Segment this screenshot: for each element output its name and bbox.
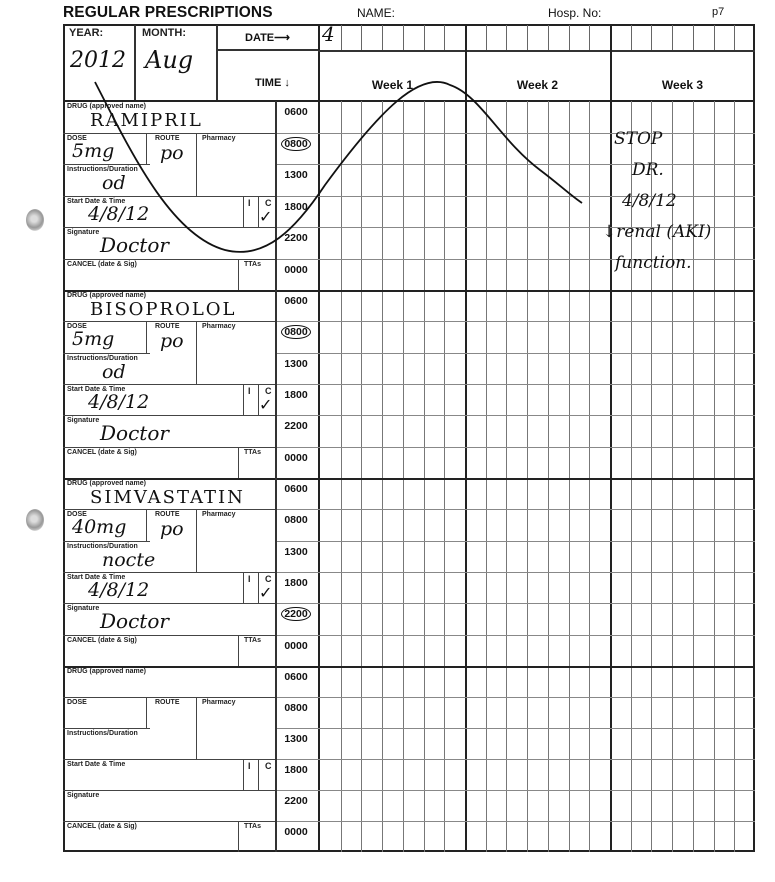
time-label: 2200 <box>284 420 308 433</box>
year-value: 2012 <box>70 48 126 73</box>
time-label: 0600 <box>284 295 308 307</box>
time-label: 0800 <box>284 514 308 527</box>
start-value: 4/8/12 <box>88 391 150 413</box>
drug-label: DRUG (approved name) <box>67 668 146 675</box>
cancel-label: CANCEL (date & Sig) <box>67 448 137 456</box>
dose-value: 40mg <box>72 516 127 539</box>
instructions-value: nocte <box>102 548 156 571</box>
week-1-label: Week 1 <box>371 78 414 92</box>
check-mark-icon: ✓ <box>259 585 273 602</box>
time-label: 0000 <box>284 451 308 464</box>
pharmacy-label: Pharmacy <box>202 699 236 706</box>
time-label: 0000 <box>284 639 308 652</box>
start-label: Start Date & Time <box>67 761 126 768</box>
instructions-label: Instructions/Duration <box>67 542 138 550</box>
drug-label: DRUG (approved name) <box>67 292 146 299</box>
c-label: C <box>265 574 272 584</box>
time-label: 2200 <box>281 607 310 621</box>
route-label: ROUTE <box>155 323 180 331</box>
signature-label: Signature <box>67 229 100 236</box>
annotation-line: function. <box>615 253 692 273</box>
time-label: 1800 <box>284 200 308 213</box>
first-date: 4 <box>322 22 335 46</box>
annotation-line: 4/8/12 <box>622 191 677 211</box>
instructions-value: od <box>102 172 126 194</box>
route-label: ROUTE <box>155 134 180 142</box>
stop-annotation <box>602 124 712 279</box>
start-label: Start Date & Time <box>67 574 126 581</box>
time-label: 0600 <box>284 106 308 118</box>
start-label: Start Date & Time <box>67 386 126 393</box>
date-label: DATE⟶ <box>245 32 290 44</box>
signature-value: Doctor <box>100 421 169 446</box>
annotation-line: ↓renal (AKI) <box>602 222 712 242</box>
time-label: 0800 <box>284 702 308 714</box>
drug-label: DRUG (approved name) <box>67 480 146 487</box>
dose-value: 5mg <box>72 139 115 162</box>
i-label: I <box>248 386 251 396</box>
instructions-label: Instructions/Duration <box>67 166 138 173</box>
i-label: I <box>248 761 251 771</box>
time-label: TIME ↓ <box>255 77 290 89</box>
time-label: 1300 <box>284 545 308 558</box>
cancel-label: CANCEL (date & Sig) <box>67 636 137 644</box>
c-label: C <box>265 197 272 208</box>
start-value: 4/8/12 <box>88 579 150 601</box>
week-3-label: Week 3 <box>661 78 704 92</box>
year-label: YEAR: <box>69 27 104 39</box>
time-label: 1800 <box>284 389 308 401</box>
route-label: ROUTE <box>155 699 180 706</box>
time-label: 1300 <box>284 169 308 181</box>
drug-label: DRUG (approved name) <box>67 103 146 110</box>
pharmacy-label: Pharmacy <box>202 511 236 519</box>
cancel-label: CANCEL (date & Sig) <box>67 260 137 268</box>
ttas-label: TTAs <box>244 260 261 268</box>
week-2-label: Week 2 <box>516 78 559 92</box>
annotation-line: STOP <box>614 129 663 149</box>
ttas-label: TTAs <box>244 636 261 644</box>
signature-value: Doctor <box>100 609 169 634</box>
start-label: Start Date & Time <box>67 197 126 205</box>
month-value: Aug <box>145 46 194 74</box>
cancel-label: CANCEL (date & Sig) <box>67 823 137 830</box>
c-label: C <box>265 386 272 396</box>
time-label: 2200 <box>284 795 308 807</box>
time-label: 0000 <box>284 263 308 276</box>
dose-label: DOSE <box>67 323 87 331</box>
ttas-label: TTAs <box>244 448 261 456</box>
signature-label: Signature <box>67 605 100 613</box>
signature-value: Doctor <box>100 233 169 257</box>
signature-label: Signature <box>67 417 100 425</box>
signature-label: Signature <box>67 792 100 799</box>
drug-name: RAMIPRIL <box>90 110 203 131</box>
check-mark-icon: ✓ <box>259 208 273 226</box>
time-label: 2200 <box>284 232 308 244</box>
instructions-label: Instructions/Duration <box>67 354 138 362</box>
pharmacy-label: Pharmacy <box>202 134 236 142</box>
drug-name: BISOPROLOL <box>90 299 237 320</box>
page-number: p7 <box>712 6 725 18</box>
time-label: 0600 <box>284 483 308 495</box>
c-label: C <box>265 761 272 771</box>
instructions-value: od <box>102 360 126 383</box>
form-title: REGULAR PRESCRIPTIONS <box>63 4 273 21</box>
dose-label: DOSE <box>67 699 87 706</box>
ttas-label: TTAs <box>244 823 261 830</box>
dose-value: 5mg <box>72 328 115 351</box>
route-value: po <box>160 330 184 353</box>
start-value: 4/8/12 <box>88 202 150 225</box>
time-label: 1800 <box>284 577 308 589</box>
month-label: MONTH: <box>142 27 186 39</box>
time-label: 1800 <box>284 764 308 776</box>
drug-name: SIMVASTATIN <box>90 487 245 508</box>
time-label: 0600 <box>284 671 308 683</box>
instructions-label: Instructions/Duration <box>67 730 138 737</box>
route-value: po <box>160 141 184 164</box>
annotation-line: DR. <box>632 160 664 180</box>
time-label: 1300 <box>284 357 308 370</box>
i-label: I <box>248 197 251 208</box>
i-label: I <box>248 574 251 584</box>
dose-label: DOSE <box>67 511 87 519</box>
name-label: NAME: <box>357 6 396 20</box>
time-label: 0800 <box>281 137 310 151</box>
check-mark-icon: ✓ <box>259 397 273 414</box>
route-value: po <box>160 518 184 541</box>
time-label: 0800 <box>281 325 310 339</box>
route-label: ROUTE <box>155 511 180 519</box>
pharmacy-label: Pharmacy <box>202 323 236 331</box>
hosp-no-label: Hosp. No: <box>548 6 602 20</box>
dose-label: DOSE <box>67 134 87 142</box>
time-label: 0000 <box>284 826 308 838</box>
time-label: 1300 <box>284 733 308 745</box>
